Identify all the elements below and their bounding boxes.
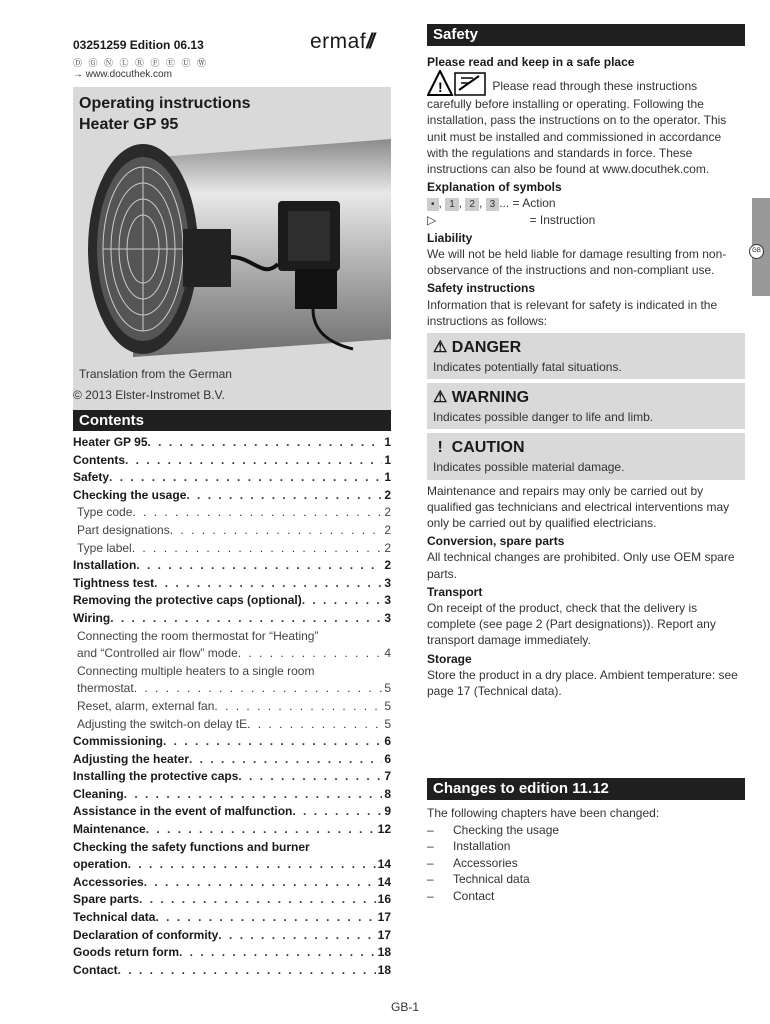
toc-entry[interactable] (73, 575, 391, 593)
toc-entry-title: Connecting the room thermostat for “Heating” (77, 628, 319, 643)
copyright: © 2013 Elster-Instromet B.V. (73, 388, 225, 402)
toc-entry[interactable] (73, 927, 391, 945)
toc-entry[interactable] (73, 874, 391, 892)
transport-text: On receipt of the product, check that the delivery is complete (see page 2 (Part designations)). Report any transport damage immediately. (427, 601, 716, 648)
dash-bullet-icon: – (427, 872, 434, 886)
toc-entry-title: Type label (77, 540, 132, 555)
toc-leader-dots (128, 856, 376, 874)
toc-entry[interactable] (73, 628, 391, 646)
toc-leader-dots (238, 645, 383, 663)
toc-leader-dots (302, 592, 383, 610)
toc-entry[interactable] (73, 839, 391, 857)
toc-page-number: 2 (384, 540, 391, 555)
docuthek-link[interactable]: → www.docuthek.com (73, 69, 172, 80)
changes-intro: The following chapters have been changed: (427, 806, 660, 820)
toc-page-number: 3 (384, 610, 391, 625)
dash-bullet-icon: – (427, 822, 434, 837)
toc-page-number: 18 (377, 962, 391, 977)
conversion-text: All technical changes are prohibited. Only use OEM spare parts. (427, 550, 735, 581)
toc-leader-dots (109, 469, 382, 487)
instruction-label: = Instruction (529, 212, 596, 227)
toc-page-number: 3 (384, 593, 391, 608)
toc-leader-dots (292, 803, 382, 821)
toc-leader-dots (139, 891, 376, 909)
title-box (73, 87, 391, 410)
toc-entry-title: Contents (73, 452, 125, 467)
safety-section (427, 52, 745, 699)
read-text: Please read through these instructions carefully before installing or operating. Following the installation, pass the instructions on to the operator. This unit must be installed and commissioned in accordance with the regulations and standards in force. These instructions can also be found at www.docuthek.com. (427, 79, 727, 177)
toc-page-number: 8 (384, 786, 391, 801)
toc-page-number: 5 (384, 698, 391, 713)
toc-entry-title: thermostat (77, 681, 134, 696)
toc-entry-title: Assistance in the event of malfunction (73, 804, 293, 819)
logo-text: ermaf (310, 30, 367, 53)
toc-entry[interactable] (73, 751, 391, 769)
safety-instructions-heading: Safety instructions (427, 281, 536, 296)
toc-entry-title: Part designations (77, 522, 170, 537)
toc-leader-dots (132, 504, 382, 522)
toc-page-number: 3 (384, 575, 391, 590)
toc-entry-title: Accessories (73, 874, 144, 889)
toc-page-number: 5 (384, 716, 391, 731)
toc-entry-title: Adjusting the heater (73, 751, 190, 766)
toc-entry-title: operation (73, 857, 128, 872)
toc-entry[interactable] (73, 610, 391, 628)
toc-leader-dots (124, 786, 383, 804)
toc-leader-dots (179, 944, 376, 962)
step-2-symbol: 2 (465, 198, 479, 211)
document-number: 03251259 Edition 06.13 (73, 38, 204, 52)
changes-list-item (427, 822, 745, 839)
toc-entry-title: Removing the protective caps (optional) (73, 593, 302, 608)
toc-entry[interactable] (73, 821, 391, 839)
toc-entry-title: Commissioning (73, 734, 164, 749)
language-flags: Ⓓ Ⓖ Ⓝ Ⓛ Ⓡ Ⓕ Ⓔ Ⓤ Ⓦ (73, 58, 209, 68)
toc-page-number: 6 (384, 734, 391, 749)
toc-entry[interactable] (73, 645, 391, 663)
toc-leader-dots (163, 733, 382, 751)
title-line-1: Operating instructions (79, 95, 251, 112)
instruction-triangle-icon: ▷ (427, 212, 437, 227)
toc-entry[interactable] (73, 680, 391, 698)
step-1-symbol: 1 (445, 198, 459, 211)
toc-entry-title: Type code (77, 505, 133, 520)
title-line-2: Heater GP 95 (79, 116, 179, 133)
toc-leader-dots (189, 751, 382, 769)
liability-heading: Liability (427, 230, 473, 245)
safety-heading: Safety (427, 24, 745, 46)
toc-entry-title: Reset, alarm, external fan (77, 698, 215, 713)
toc-entry[interactable] (73, 909, 391, 927)
warning-title: WARNING (451, 389, 530, 407)
dash-bullet-icon: – (427, 888, 434, 903)
page-title (79, 93, 251, 135)
caution-text: Indicates possible material damage. (433, 460, 625, 475)
toc-entry-title: Spare parts (73, 892, 140, 907)
toc-entry[interactable] (73, 469, 391, 487)
toc-entry[interactable] (73, 434, 391, 452)
toc-leader-dots (214, 698, 382, 716)
changes-heading: Changes to edition 11.12 (427, 778, 745, 800)
toc-entry[interactable] (73, 786, 391, 804)
caution-title: CAUTION (451, 439, 525, 457)
action-label: ... = Action (499, 196, 556, 211)
toc-page-number: 1 (384, 435, 391, 449)
toc-leader-dots (148, 434, 383, 452)
toc-entry[interactable] (73, 716, 391, 734)
dash-bullet-icon: – (427, 839, 434, 853)
toc-page-number: 17 (377, 927, 391, 942)
toc-entry[interactable] (73, 592, 391, 610)
caution-exclamation-icon: ! (433, 439, 448, 457)
changes-item-text: Contact (453, 888, 495, 903)
conversion-heading: Conversion, spare parts (427, 534, 565, 549)
toc-entry[interactable] (73, 803, 391, 821)
toc-entry-title: Checking the usage (73, 487, 187, 502)
toc-leader-dots (238, 768, 382, 786)
toc-entry[interactable] (73, 504, 391, 522)
toc-leader-dots (247, 716, 382, 734)
toc-leader-dots (144, 874, 376, 892)
warning-triangle-icon: ⚠ (433, 389, 448, 407)
toc-entry-title: Technical data (73, 910, 156, 925)
danger-text: Indicates potentially fatal situations. (433, 360, 622, 375)
toc-leader-dots (118, 962, 376, 980)
toc-entry[interactable] (73, 522, 391, 540)
contents-heading: Contents (73, 410, 391, 431)
changes-item-text: Accessories (453, 855, 518, 870)
toc-entry-title: Goods return form (73, 945, 180, 960)
toc-page-number: 2 (384, 505, 391, 520)
storage-text: Store the product in a dry place. Ambient temperature: see page 17 (Technical data). (427, 667, 738, 699)
gb-language-icon: GB (749, 244, 764, 259)
step-3-symbol: 3 (486, 198, 500, 211)
danger-box (427, 333, 745, 379)
toc-leader-dots (110, 610, 382, 628)
toc-page-number: 14 (377, 857, 391, 872)
toc-page-number: 6 (384, 751, 391, 766)
toc-entry-title: Installation (73, 558, 137, 573)
toc-entry-title: Cleaning (73, 786, 124, 801)
toc-entry[interactable] (73, 768, 391, 786)
symbols-instruction-row (427, 212, 745, 228)
toc-leader-dots (134, 680, 383, 698)
changes-item-text: Technical data (453, 872, 530, 886)
toc-entry-title: and “Controlled air flow” mode (77, 646, 238, 661)
translation-note: Translation from the German (79, 367, 232, 381)
toc-leader-dots (136, 557, 382, 575)
logo-slash-icon: // (366, 30, 372, 53)
toc-leader-dots (170, 522, 383, 540)
toc-entry[interactable] (73, 540, 391, 558)
symbols-action-row: • , 1 , 2 , 3 ... = Action (427, 195, 745, 211)
heater-photo (73, 139, 391, 357)
warning-and-manual-icon (427, 70, 489, 96)
toc-entry-title: Declaration of conformity (73, 927, 219, 942)
toc-page-number: 4 (384, 646, 391, 661)
toc-page-number: 5 (384, 681, 391, 696)
toc-entry-title: Adjusting the switch-on delay tE (77, 716, 248, 731)
toc-page-number: 2 (384, 558, 391, 573)
toc-entry[interactable] (73, 698, 391, 716)
page-number: GB-1 (391, 1000, 420, 1014)
changes-list-item (427, 888, 745, 905)
changes-list-item (427, 855, 745, 872)
toc-leader-dots (186, 487, 382, 505)
symbols-heading: Explanation of symbols (427, 180, 562, 195)
changes-item-text: Checking the usage (453, 822, 560, 837)
toc-entry[interactable] (73, 891, 391, 909)
read-paragraph (427, 70, 745, 177)
danger-warning-icon: ⚠ (433, 339, 448, 357)
toc-leader-dots (218, 927, 375, 945)
toc-leader-dots (155, 909, 375, 927)
warning-box (427, 383, 745, 429)
toc-entry[interactable] (73, 557, 391, 575)
storage-heading: Storage (427, 651, 472, 666)
toc-leader-dots (132, 540, 383, 558)
read-heading: Please read and keep in a safe place (427, 55, 635, 69)
svg-text:!: ! (438, 79, 443, 96)
toc-entry[interactable] (73, 962, 391, 980)
toc-page-number: 2 (384, 522, 391, 537)
toc-page-number: 17 (377, 910, 391, 925)
toc-page-number: 9 (384, 804, 391, 819)
table-of-contents (73, 434, 391, 979)
transport-heading: Transport (427, 584, 483, 599)
changes-item-text: Installation (453, 839, 511, 853)
toc-entry-title: Tightness test (73, 575, 155, 590)
toc-leader-dots (146, 821, 376, 839)
maintenance-text: Maintenance and repairs may only be carried out by qualified gas technicians and electrical interventions may only be carried out by qualified electricians. (427, 483, 730, 531)
toc-entry-title: Contact (73, 962, 118, 977)
toc-entry[interactable] (73, 487, 391, 505)
toc-page-number: 18 (377, 945, 391, 960)
toc-entry-title: Wiring (73, 610, 111, 625)
toc-entry-title: Checking the safety functions and burner (73, 839, 310, 854)
safety-instructions-text: Information that is relevant for safety is indicated in the instructions as follows: (427, 297, 718, 328)
toc-entry-title: Safety (73, 470, 110, 485)
toc-entry-title: Installing the protective caps (73, 769, 239, 784)
toc-page-number: 16 (377, 892, 391, 907)
changes-list-item (427, 871, 745, 888)
warning-text: Indicates possible danger to life and limb. (433, 410, 654, 425)
bullet-symbol: • (427, 198, 439, 211)
toc-page-number: 14 (377, 874, 391, 889)
caution-box (427, 433, 745, 479)
toc-entry-title: Heater GP 95 (73, 435, 148, 449)
toc-page-number: 1 (384, 470, 391, 485)
dash-bullet-icon: – (427, 855, 434, 870)
toc-leader-dots (125, 452, 382, 470)
toc-entry-title: Maintenance (73, 822, 146, 837)
toc-page-number: 7 (384, 769, 391, 784)
ermaf-logo (310, 30, 372, 54)
toc-entry[interactable] (73, 856, 391, 874)
toc-leader-dots (154, 575, 382, 593)
liability-text: We will not be held liable for damage resulting from non-observance of the instructions and non-compliant use. (427, 247, 727, 278)
changes-list (427, 822, 745, 905)
toc-page-number: 2 (384, 487, 391, 502)
toc-entry[interactable] (73, 452, 391, 470)
toc-entry[interactable] (73, 944, 391, 962)
toc-entry[interactable] (73, 663, 391, 681)
danger-title: DANGER (451, 339, 522, 357)
toc-entry-title: Connecting multiple heaters to a single room (77, 663, 315, 678)
toc-page-number: 1 (384, 452, 391, 467)
changes-section (427, 805, 745, 904)
toc-page-number: 12 (377, 822, 391, 837)
toc-entry[interactable] (73, 733, 391, 751)
changes-list-item (427, 838, 745, 855)
